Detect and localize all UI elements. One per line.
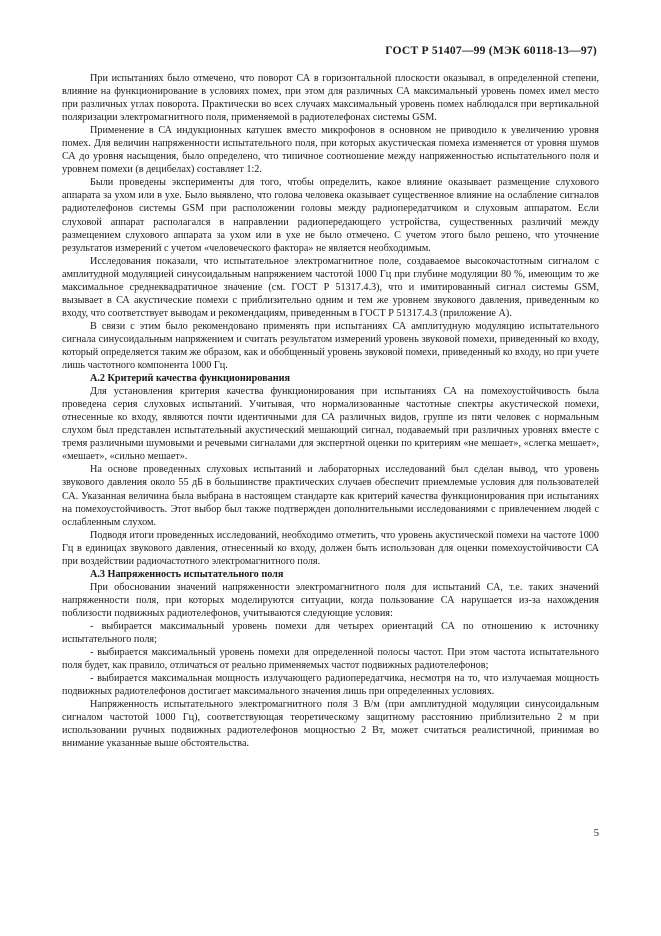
list-item: - выбирается максимальная мощность излучающего радиопередатчика, несмотря на то, что излучаемая мощность подвижных радиотелефонов достигает максимального значения лишь при определенных условиях. — [62, 673, 599, 698]
paragraph: В связи с этим было рекомендовано применять при испытаниях СА амплитудную модуляцию испытательного сигнала синусоидальным напряжением и считать результатом измерений уровень звуковой помехи, приведенный ко входу, который определяется таким же образом, как и обобщенный уровень звуковой помехи, приведенный ко входу, но при учете лишь частотного компонента 1000 Гц. — [62, 320, 599, 372]
paragraph: При испытаниях было отмечено, что поворот СА в горизонтальной плоскости оказывал, в определенной степени, влияние на функционирование в условиях помех, при этом для различных СА максимальный уровень помех имел место при различных углах поворота. Практически во всех случаях максимальный уровень помех наблюдался при вертикальной поляризации электромагнитного поля, применяемой в радиотелефонах системы GSM. — [62, 73, 599, 124]
list-item: - выбирается максимальный уровень помехи для определенной полосы частот. При этом частота испытательного поля будет, как правило, отличаться от реально применяемых частот подвижных радиотелефонов; — [62, 647, 599, 672]
paragraph: Для установления критерия качества функционирования при испытаниях СА на помехоустойчивость была проведена серия слуховых испытаний. Учитывая, что нормализованные частотные спектры акустической помехи, отнесенные ко входу, являются почти идентичными для СА различных видов, группе из пяти человек с нормальным слухом был представлен испытательный акустический мешающий сигнал, подаваемый при различных уровнях вместе с тремя различными шумовыми и речевыми сигналами для экспертной оценки по критериям «не мешает», «слегка мешает», «мешает», «сильно мешает». — [62, 386, 599, 463]
paragraph: Применение в СА индукционных катушек вместо микрофонов в основном не приводило к увеличению уровня помех. Для величин напряженности испытательного поля, при которых акустическая помеха изменяется от уровня шумов СА до уровня насыщения, было определено, что типичное соотношение между напряженностью испытательного поля и уровнем помехи (в децибелах) составляет 1:2. — [62, 125, 599, 176]
list-item: - выбирается максимальный уровень помехи для четырех ориентаций СА по отношению к источнику испытательного поля; — [62, 620, 599, 646]
page-header: ГОСТ Р 51407—99 (МЭК 60118-13—97) — [385, 44, 597, 57]
paragraph: Исследования показали, что испытательное электромагнитное поле, создаваемое высокочастотным сигналом с амплитудной модуляцией синусоидальным напряжением частотой 1000 Гц при глубине модуляции 80 %, имеющим то же максимальное среднеквадратичное значение (см. ГОСТ Р 51317.4.3), что и имитированный сигнал системы GSM, вызывает в СА акустические помехи с приблизительно одним и тем же уровнем звукового давления, приведенным ко входу, что соответствует выводам и рекомендациям, приведенным в ГОСТ Р 51317.4.3 (приложение А). — [62, 255, 599, 319]
paragraph: Были проведены эксперименты для того, чтобы определить, какое влияние оказывает размещение слухового аппарата за ухом или в ухе. Было выявлено, что голова человека оказывает существенное влияние на ослабление сигналов радиотелефонов системы GSM при расположении головы между радиопередатчиком и слуховым аппаратом. Если слуховой аппарат располагался в направлении радиопередающего устройства, существенных различий между размещением слухового аппарата за ухом или в ухе не было отмечено. С учетом этого было решено, что уточнение результатов измерений с учетом «человеческого фактора» не является необходимым. — [62, 177, 599, 254]
paragraph: На основе проведенных слуховых испытаний и лабораторных исследований был сделан вывод, что уровень звукового давления около 55 дБ в большинстве практических случаев обеспечит приемлемые условия для пользователей СА. Указанная величина была выбрана в настоящем стандарте как критерий качества функционирования при испытаниях на помехоустойчивость. Этот выбор был также подтвержден дополнительными исследованиями с привлечением людей с ослабленным слухом. — [62, 464, 599, 528]
paragraph: Подводя итоги проведенных исследований, необходимо отметить, что уровень акустической помехи на частоте 1000 Гц в единицах звукового давления, отнесенный ко входу, должен быть использован для оценки помехоустойчивости СА при воздействии радиочастотного электромагнитного поля. — [62, 529, 599, 567]
page-number: 5 — [593, 828, 599, 839]
document-body — [62, 72, 599, 750]
section-heading-a2: А.2 Критерий качества функционирования — [90, 373, 290, 385]
paragraph: Напряженность испытательного электромагнитного поля 3 В/м (при амплитудной модуляции синусоидальным сигналом частотой 1000 Гц), соответствующая теоретическому защитному расстоянию приблизительно 2 м при использовании ручных подвижных радиотелефонов мощностью 2 Вт, может считаться реалистичной, принимая во внимание указанные выше обстоятельства. — [62, 699, 599, 750]
paragraph: При обосновании значений напряженности электромагнитного поля для испытаний СА, т.е. таких значений напряженности поля, при которых моделируются ситуации, когда пользование СА нарушается из-за нахождения поблизости подвижных радиотелефонов, учитываются следующие условия: — [62, 581, 599, 619]
section-heading-a3: А.3 Напряженность испытательного поля — [90, 568, 284, 580]
